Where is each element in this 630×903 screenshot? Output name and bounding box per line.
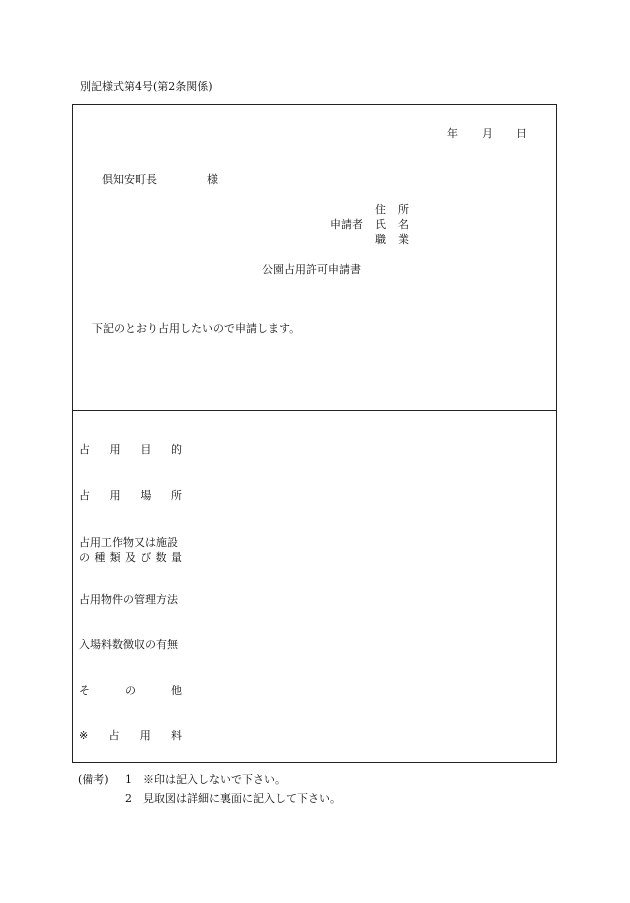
field-management-label: 占用物件の管理方法 — [79, 593, 178, 606]
field-fee-label — [79, 729, 182, 743]
field-purpose-label — [79, 443, 182, 457]
addressee-name: 倶知安町長 — [102, 173, 157, 186]
field-admission-fee-label: 入場料数徴収の有無 — [79, 638, 178, 651]
other-char: 他 — [171, 684, 182, 697]
structure-char: 量 — [170, 551, 182, 564]
fee-char: 用 — [139, 729, 151, 742]
application-form-box — [72, 104, 557, 763]
field-structure-label-line2 — [79, 551, 182, 565]
applicant-address-char-1: 住 — [375, 203, 386, 216]
application-statement: 下記のとおり占用したいので申請します。 — [92, 322, 301, 335]
place-char: 場 — [140, 489, 152, 502]
form-section-divider — [72, 410, 557, 411]
field-place-label — [79, 489, 182, 503]
applicant-address-char-2: 所 — [398, 203, 409, 216]
applicant-label: 申請者 — [330, 218, 363, 231]
date-month-label: 月 — [482, 127, 493, 140]
field-structure-label-line1: 占用工作物又は施設 — [79, 536, 178, 549]
applicant-name-char-1: 氏 — [375, 218, 386, 231]
note-1-number: 1 — [125, 773, 132, 786]
note-2-text: 見取図は詳細に裏面に記入して下さい。 — [143, 792, 341, 805]
fee-char: 料 — [170, 729, 182, 742]
structure-char: 類 — [109, 551, 121, 564]
purpose-char: 用 — [109, 443, 121, 456]
applicant-name-char-2: 名 — [398, 218, 409, 231]
purpose-char: 目 — [140, 443, 152, 456]
applicant-occupation-char-1: 職 — [375, 233, 386, 246]
structure-char: 数 — [155, 551, 167, 564]
date-year-label: 年 — [447, 127, 458, 140]
fee-char: ※ — [79, 729, 89, 742]
applicant-occupation-char-2: 業 — [398, 233, 409, 246]
notes-label: (備考) — [78, 773, 109, 786]
place-char: 占 — [79, 489, 90, 502]
structure-char: 及 — [124, 551, 136, 564]
structure-char: 種 — [94, 551, 106, 564]
fee-char: 占 — [108, 729, 120, 742]
note-1-text: ※印は記入しないで下さい。 — [143, 773, 286, 786]
field-other-label — [79, 684, 182, 698]
addressee-honorific: 様 — [207, 173, 218, 186]
purpose-char: 的 — [170, 443, 182, 456]
structure-char: び — [140, 551, 152, 564]
place-char: 用 — [109, 489, 121, 502]
structure-char: の — [79, 551, 90, 564]
form-title: 公園占用許可申請書 — [262, 263, 361, 276]
place-char: 所 — [170, 489, 182, 502]
other-char: そ — [79, 684, 90, 697]
other-char: の — [125, 684, 136, 697]
date-day-label: 日 — [516, 127, 527, 140]
purpose-char: 占 — [79, 443, 90, 456]
form-number-label: 別記様式第4号(第2条関係) — [80, 80, 213, 93]
note-2-number: 2 — [125, 792, 132, 805]
